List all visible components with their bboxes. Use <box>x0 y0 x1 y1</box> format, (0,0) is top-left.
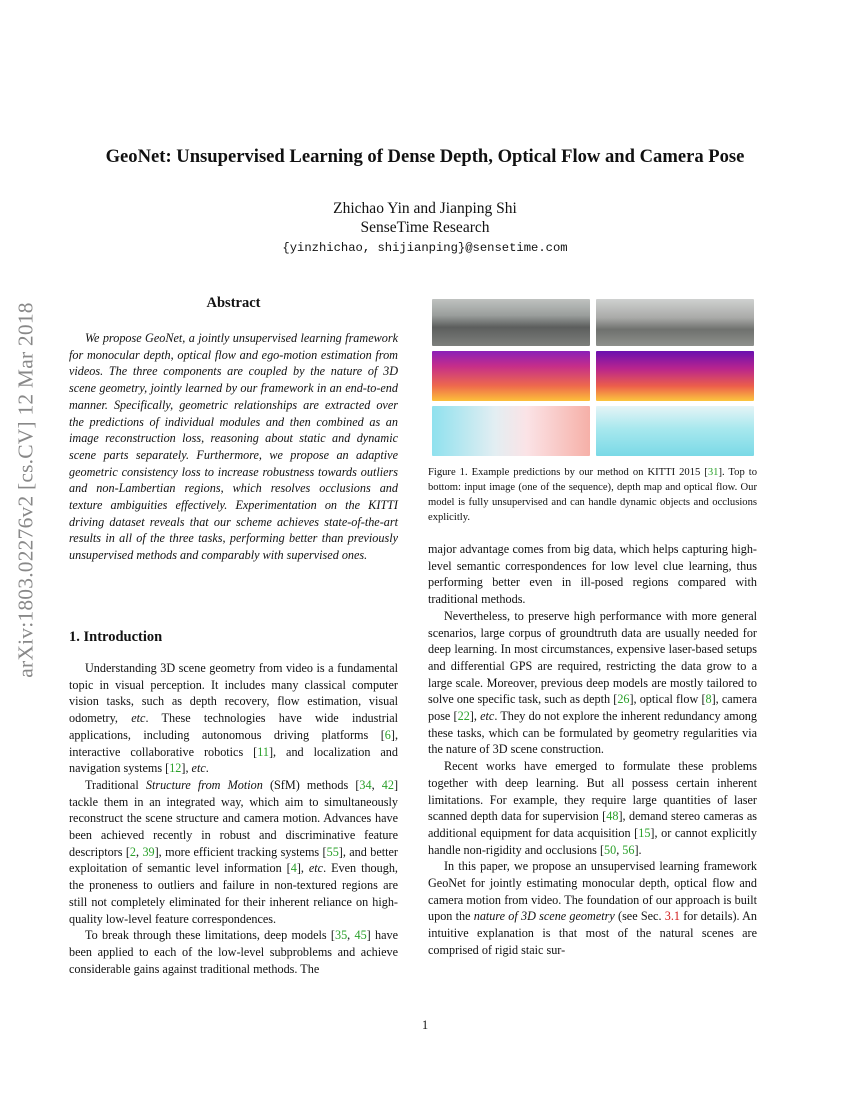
paper-title: GeoNet: Unsupervised Learning of Dense Depth, Optical Flow and Camera Pose <box>105 146 745 167</box>
citation-link[interactable]: 26 <box>617 692 630 707</box>
depth-map-1 <box>432 351 590 401</box>
abstract-text: We propose GeoNet, a jointly unsupervised learning framework for monocular depth, optical flow and ego-motion estimation from videos. The three components are coupled by the nature of 3D scene geometry, jointly learned by our framework in an end-to-end manner. Specifically, geometric relationships are extracted over the predictions of individual modules and then combined as an image reconstruction loss, reasoning about static and dynamic scene parts separately. Furthermore, we propose an adaptive geometric consistency loss to increase robustness towards outliers and non-Lambertian regions, which resolves occlusions and texture ambiguities effectively. Experimentation on the KITTI driving dataset reveals that our scheme achieves state-of-the-art results in all of the three tasks, performing better than previously unsupervised methods and comparably with supervised ones. <box>69 331 398 563</box>
figure-1 <box>432 299 754 456</box>
arxiv-id: arXiv:1803.02276v2 [cs.CV] 12 Mar 2018 <box>13 302 38 678</box>
figure-caption: Figure 1. Example predictions by our method on KITTI 2015 [31]. Top to bottom: input image (one of the sequence), depth map and optical flow. Our model is fully unsupervised and can handle dynamic objects and occlusions explicitly. <box>428 467 757 524</box>
paragraph: Traditional Structure from Motion (SfM) methods [34, 42] tackle them in an integrated way, which aim to simultaneously reconstruct the scene structure and camera motion. Advances have been achieved recently in robust and discriminative feature descriptors [2, 39], more efficient tracking systems [55], and better exploitation of semantic level information [4], etc. Even though, the proneness to outliers and failure in non-textured regions are still not completely eliminated for their inherent reliance on high-quality low-level feature correspondences. <box>69 777 399 926</box>
paragraph: Understanding 3D scene geometry from video is a fundamental topic in visual perception. It includes many classical computer vision tasks, such as depth recovery, flow estimation, visual odometry, etc. These technologies have wide industrial applications, including autonomous driving platforms [6], interactive collaborative robotics [11], and localization and navigation systems [12], etc. <box>69 661 399 776</box>
citation-link[interactable]: 8 <box>705 692 712 707</box>
citation-link[interactable]: 56 <box>622 842 635 857</box>
citation-link[interactable]: 45 <box>354 928 367 943</box>
optical-flow-1 <box>432 406 590 456</box>
citation-link[interactable]: 34 <box>359 777 372 792</box>
paragraph: major advantage comes from big data, which helps capturing high-level semantic correspondences for low level clue learning, thus performing better even in ill-posed regions compared with traditional methods. <box>428 542 757 607</box>
email: {yinzhichao, shijianping}@sensetime.com <box>282 241 568 255</box>
affiliation: SenseTime Research <box>360 219 490 236</box>
optical-flow-2 <box>596 406 754 456</box>
citation-link[interactable]: 48 <box>606 809 619 824</box>
paragraph: Nevertheless, to preserve high performance with more general scenarios, large corpus of groundtruth data are usually needed for deep learning. In most circumstances, expensive laser-based setups and differential GPS are required, restricting the data grow to a large scale. Moreover, previous deep models are mostly tailored to solve one specific task, such as depth [26], optical flow [8], camera pose [22], etc. They do not explore the inherent redundancy among these tasks, which can be formulated by geometry regularities via the nature of 3D scene construction. <box>428 608 758 757</box>
citation-link[interactable]: 31 <box>707 467 719 478</box>
input-image-2 <box>596 299 754 346</box>
abstract-heading: Abstract <box>206 295 261 311</box>
citation-link[interactable]: 55 <box>326 844 339 859</box>
citation-link[interactable]: 42 <box>381 777 394 792</box>
paragraph: To break through these limitations, deep models [35, 45] have been applied to each of the low-level subproblems and achieve considerable gains against traditional methods. The <box>69 928 398 976</box>
citation-link[interactable]: 22 <box>457 709 470 724</box>
page-number: 1 <box>421 1018 429 1032</box>
depth-map-2 <box>596 351 754 401</box>
citation-link[interactable]: 12 <box>169 761 182 776</box>
citation-link[interactable]: 15 <box>638 825 651 840</box>
citation-link[interactable]: 4 <box>290 861 297 876</box>
section-heading-introduction: 1. Introduction <box>69 629 163 645</box>
citation-link[interactable]: 39 <box>142 844 155 859</box>
input-image-1 <box>432 299 590 346</box>
paragraph: In this paper, we propose an unsupervised learning framework GeoNet for jointly estimating monocular depth, optical flow and camera motion from video. The foundation of our approach is built upon the nature of 3D scene geometry (see Sec. 3.1 for details). An intuitive explanation is that most of the natural scenes are comprised of rigid staic sur- <box>428 859 758 957</box>
citation-link[interactable]: 11 <box>257 744 269 759</box>
abstract-body <box>69 330 398 564</box>
introduction-right-column <box>428 541 757 959</box>
citation-link[interactable]: 2 <box>129 844 137 859</box>
authors: Zhichao Yin and Jianping Shi <box>333 200 517 217</box>
citation-link[interactable]: 6 <box>384 727 391 742</box>
citation-link[interactable]: 50 <box>604 842 617 857</box>
section-reference-link[interactable]: 3.1 <box>664 909 680 924</box>
arxiv-stamp <box>4 302 48 678</box>
introduction-left-column <box>69 660 398 977</box>
citation-link[interactable]: 35 <box>334 928 348 943</box>
paragraph: Recent works have emerged to formulate these problems together with deep learning. But all possess certain inherent limitations. For example, they require large quantities of laser scanned depth data for supervision [48], demand stereo cameras as additional equipment for data acquisition [15], or cannot explicitly handle non-rigidity and occlusions [50, 56]. <box>428 759 758 857</box>
